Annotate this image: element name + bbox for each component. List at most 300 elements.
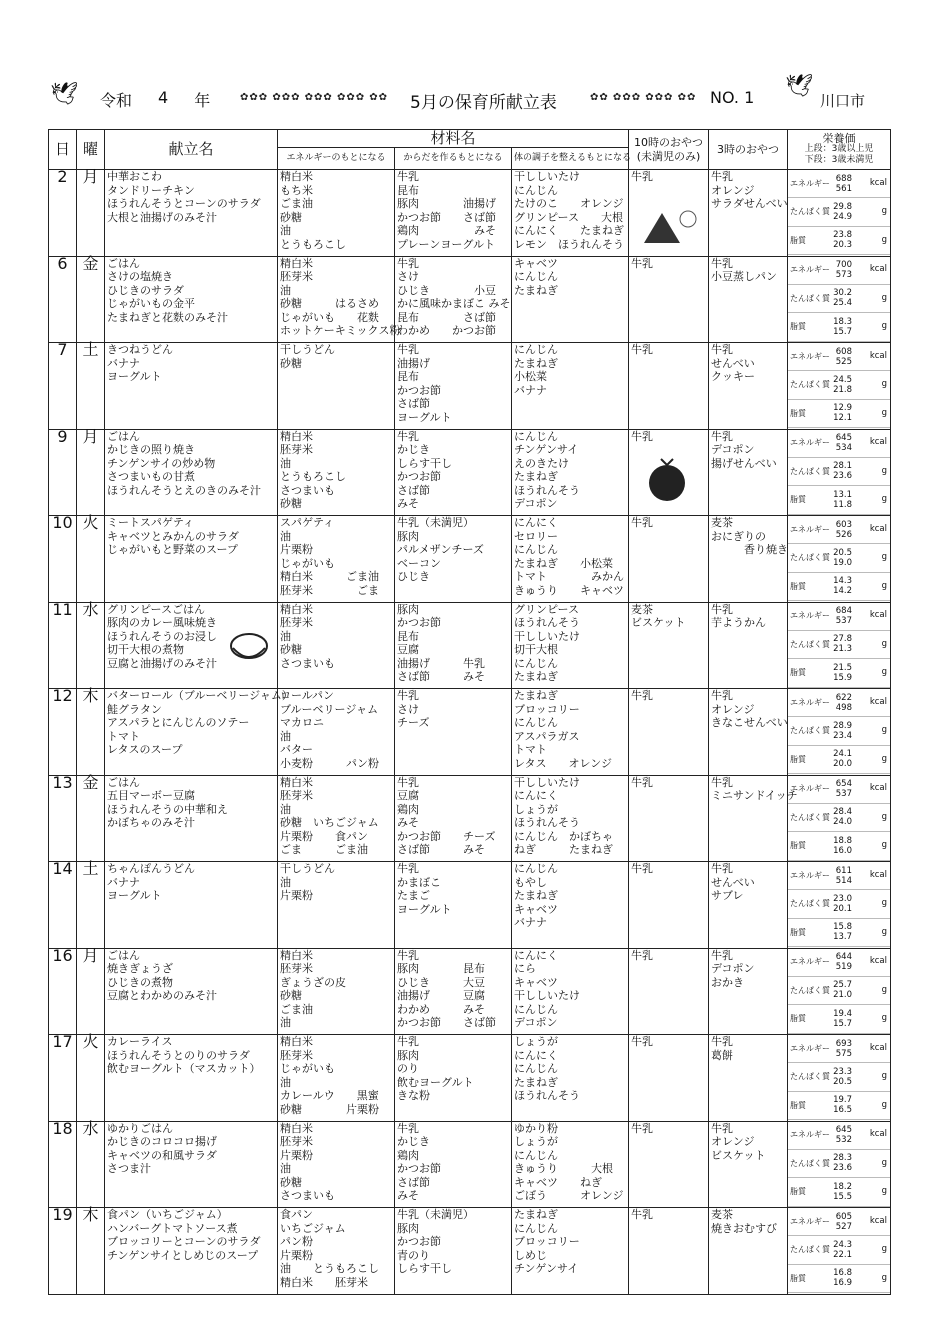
body-item: さば節 みそ <box>397 670 485 684</box>
energy-item: 油 <box>280 224 291 238</box>
value-lower: 13.7 <box>833 932 852 943</box>
energy-item: ホットケーキミックス粉 <box>280 324 401 338</box>
energy-item: 油 <box>280 875 291 889</box>
s3-item: デコポン <box>711 962 755 976</box>
nutrition-cell <box>788 256 891 343</box>
body-item: しらす干し <box>397 1262 452 1276</box>
nutrition-cell <box>788 1035 891 1122</box>
value-upper: 654 <box>835 779 852 790</box>
body-item: 牛乳（未満児） <box>397 516 474 529</box>
protein-label: たんぱく質 <box>788 631 830 659</box>
cond-item: たまねぎ <box>514 356 558 370</box>
cond-item: にんじん かぼちゃ <box>514 829 613 843</box>
value-upper: 645 <box>835 1125 852 1136</box>
energy-cell <box>278 516 395 603</box>
energy-item: 砂糖 <box>280 497 302 511</box>
value-upper: 611 <box>835 865 852 876</box>
day-cell: 12 <box>49 689 77 776</box>
dish-cell <box>105 862 278 949</box>
col-day: 日 <box>49 130 77 170</box>
unit-label: kcal <box>869 264 887 275</box>
nutrition-cell <box>788 429 891 516</box>
fat-label: 脂質 <box>788 919 830 947</box>
dishes-item: トマト <box>107 729 140 743</box>
energy-item: 片栗粉 <box>280 1248 313 1262</box>
body-item: チーズ <box>397 716 430 730</box>
day-cell: 13 <box>49 775 77 862</box>
dishes-item: かじきのコロコロ揚げ <box>107 1135 217 1149</box>
weekday-cell: 土 <box>77 862 105 949</box>
dish-cell <box>105 516 278 603</box>
body-item: 牛乳（未満児） <box>397 1208 474 1221</box>
energy-values <box>830 603 890 631</box>
energy-item: ごま油 <box>280 1002 313 1016</box>
s3-item: せんべい <box>711 875 755 889</box>
value-upper: 24.3 <box>833 1239 852 1250</box>
protein-values <box>830 977 890 1005</box>
unit-label: g <box>881 494 887 505</box>
value-lower: 21.8 <box>833 384 852 395</box>
unit-label: g <box>881 321 887 332</box>
s10-item: 麦茶 <box>631 602 653 616</box>
fat-label: 脂質 <box>788 1178 830 1206</box>
snack10-cell <box>629 862 709 949</box>
dishes-item: 食パン（いちごジャム） <box>107 1208 228 1221</box>
protein-label: たんぱく質 <box>788 977 830 1005</box>
snack3-cell <box>709 429 788 516</box>
col-energy: エネルギーのもとになる <box>278 148 395 170</box>
s3-item: 麦茶 <box>711 1208 733 1221</box>
year-value: 4 <box>158 88 169 107</box>
dishes-item: ひじきのサラダ <box>107 283 184 297</box>
condition-cell <box>512 170 629 257</box>
energy-item: 胚芽米 <box>280 1135 313 1149</box>
unit-label: g <box>881 552 887 563</box>
s3-item: 香り焼き <box>711 543 788 557</box>
value-lower: 532 <box>835 1135 852 1146</box>
body-item: 昆布 <box>397 629 419 643</box>
energy-item: 片栗粉 <box>280 889 313 903</box>
value-upper: 25.7 <box>833 980 852 991</box>
body-item: 青のり <box>397 1248 430 1262</box>
value-lower: 21.0 <box>833 990 852 1001</box>
cond-item: セロリー <box>514 529 558 543</box>
nutrition-cell <box>788 1208 891 1295</box>
dishes-item: ひじきの煮物 <box>107 975 173 989</box>
value-lower: 514 <box>835 875 852 886</box>
dishes-item: じゃがいもと野菜のスープ <box>107 543 238 557</box>
weekday-cell: 木 <box>77 1208 105 1295</box>
unit-label: kcal <box>869 177 887 188</box>
value-upper: 18.3 <box>833 316 852 327</box>
cond-item: デコポン <box>514 1016 558 1030</box>
dishes-item: 五目マーボー豆腐 <box>107 789 195 803</box>
value-lower: 24.0 <box>833 817 852 828</box>
dishes-item: さけの塩焼き <box>107 270 173 284</box>
cond-item: キャベツ ねぎ <box>514 1175 602 1189</box>
dishes-item: 切干大根の煮物 <box>107 643 184 657</box>
unit-label: g <box>881 1244 887 1255</box>
col-body: からだを作るもとになる <box>395 148 512 170</box>
energy-values <box>830 516 890 544</box>
cond-item: たまねぎ <box>514 689 558 702</box>
dishes-item: かじきの照り焼き <box>107 443 195 457</box>
s10-item: 牛乳 <box>631 256 653 270</box>
dishes-item: ほうれんそうとコーンのサラダ <box>107 197 261 211</box>
condition-cell <box>512 862 629 949</box>
nutrition-grid <box>788 949 890 1034</box>
menu-row <box>49 343 891 430</box>
value-lower: 14.2 <box>833 586 852 597</box>
fat-values <box>830 400 890 428</box>
weekday-cell: 火 <box>77 516 105 603</box>
day-cell: 6 <box>49 256 77 343</box>
s3-item: オレンジ <box>711 1135 755 1149</box>
condition-cell <box>512 1121 629 1208</box>
body-item: パルメザンチーズ <box>397 543 484 557</box>
snack3-cell <box>709 516 788 603</box>
cond-item: トマト みかん <box>514 570 624 584</box>
energy-label: エネルギー <box>788 343 830 371</box>
unit-label: g <box>881 1272 887 1283</box>
energy-item: 油 <box>280 802 291 816</box>
col-snack3: 3時のおやつ <box>709 130 788 170</box>
body-item: 昆布 <box>397 183 419 197</box>
cond-item: デコポン <box>514 497 558 511</box>
body-item: さば節 <box>397 1175 430 1189</box>
cond-item: たまねぎ <box>514 670 558 684</box>
weekday-cell: 水 <box>77 602 105 689</box>
energy-item: 胚芽米 <box>280 270 313 284</box>
fat-values <box>830 1178 890 1206</box>
s3-item: 牛乳 <box>711 775 733 789</box>
snack3-cell <box>709 170 788 257</box>
s10-item: 牛乳 <box>631 170 653 183</box>
value-lower: 575 <box>835 1048 852 1059</box>
value-upper: 605 <box>835 1211 852 1222</box>
energy-values <box>830 949 890 977</box>
snack10-cell <box>629 602 709 689</box>
value-lower: 15.5 <box>833 1191 852 1202</box>
cond-item: にんじん <box>514 656 558 670</box>
nutrition-grid <box>788 1208 890 1293</box>
fat-label: 脂質 <box>788 313 830 341</box>
s10-item: 牛乳 <box>631 429 653 443</box>
fat-label: 脂質 <box>788 400 830 428</box>
energy-values <box>830 343 890 371</box>
energy-values <box>830 1122 890 1150</box>
dekopon-icon <box>645 455 689 503</box>
value-upper: 700 <box>835 260 852 271</box>
body-cell <box>395 516 512 603</box>
cond-item: たまねぎ <box>514 470 558 484</box>
energy-item: 砂糖 <box>280 356 302 370</box>
fat-values <box>830 746 890 774</box>
value-lower: 561 <box>835 183 852 194</box>
fat-values <box>830 832 890 860</box>
nutrition-cell <box>788 516 891 603</box>
energy-label: エネルギー <box>788 603 830 631</box>
day-cell: 16 <box>49 948 77 1035</box>
value-upper: 16.8 <box>833 1268 852 1279</box>
body-cell <box>395 948 512 1035</box>
snack10-cell <box>629 1121 709 1208</box>
cond-item: ほうれんそう <box>514 616 580 630</box>
cond-item: にんじん <box>514 183 558 197</box>
energy-item: もち米 <box>280 183 313 197</box>
unit-label: kcal <box>869 956 887 967</box>
energy-values <box>830 1035 890 1063</box>
day-cell: 10 <box>49 516 77 603</box>
nutrition-grid <box>788 1035 890 1120</box>
s3-item: せんべい <box>711 356 755 370</box>
energy-item: 油 <box>280 456 291 470</box>
value-lower: 15.9 <box>833 672 852 683</box>
dishes-item: ブロッコリーとコーンのサラダ <box>107 1235 261 1249</box>
dish-cell <box>105 343 278 430</box>
condition-cell <box>512 516 629 603</box>
unit-label: g <box>881 234 887 245</box>
body-cell <box>395 429 512 516</box>
menu-row <box>49 1035 891 1122</box>
value-lower: 15.7 <box>833 1018 852 1029</box>
dishes-item: ちゃんぽんうどん <box>107 862 195 875</box>
dishes-item: キャベツの和風サラダ <box>107 1148 217 1162</box>
energy-item: バター <box>280 743 313 757</box>
value-lower: 537 <box>835 789 852 800</box>
body-item: さけ <box>397 702 419 716</box>
energy-item: ブルーベリージャム <box>280 702 379 716</box>
value-upper: 608 <box>835 346 852 357</box>
body-item: ヨーグルト <box>397 902 452 916</box>
snack3-cell <box>709 602 788 689</box>
cond-item: にんじん <box>514 543 558 557</box>
value-upper: 21.5 <box>833 662 852 673</box>
value-lower: 11.8 <box>833 499 852 510</box>
condition-cell <box>512 948 629 1035</box>
cond-item: ほうれんそう <box>514 816 580 830</box>
menu-row <box>49 516 891 603</box>
energy-item: さつまいも <box>280 483 335 497</box>
s3-item: オレンジ <box>711 183 755 197</box>
body-item: さば節 みそ <box>397 843 485 857</box>
protein-label: たんぱく質 <box>788 804 830 832</box>
s3-item: 葛餅 <box>711 1048 733 1062</box>
energy-item: カレールウ 黒蜜 <box>280 1089 379 1103</box>
body-item: 豚肉 油揚げ <box>397 197 496 211</box>
dishes-item: さつま汁 <box>107 1162 151 1176</box>
value-upper: 28.9 <box>833 720 852 731</box>
flower-border-icon: ✿✿ ✿✿✿ ✿✿✿ ✿✿ <box>590 92 697 103</box>
cond-item: キャベツ <box>514 975 558 989</box>
unit-label: g <box>881 1071 887 1082</box>
value-upper: 688 <box>835 173 852 184</box>
cond-item: チンゲンサイ <box>514 1262 579 1276</box>
body-cell <box>395 343 512 430</box>
nutrition-grid <box>788 516 890 601</box>
value-lower: 20.3 <box>833 240 852 251</box>
body-item: ひじき 小豆 <box>397 283 496 297</box>
body-item: 鶏肉 <box>397 1148 419 1162</box>
cond-item: たまねぎ <box>514 1208 558 1221</box>
s3-item: クッキー <box>711 370 755 384</box>
body-item: さば節 <box>397 397 430 411</box>
energy-item: 片栗粉 <box>280 543 313 557</box>
unit-label: g <box>881 580 887 591</box>
value-upper: 14.3 <box>833 576 852 587</box>
value-lower: 15.7 <box>833 326 852 337</box>
snack10-cell <box>629 948 709 1035</box>
unit-label: kcal <box>869 523 887 534</box>
energy-values <box>830 862 890 890</box>
value-upper: 28.4 <box>833 807 852 818</box>
unit-label: g <box>881 898 887 909</box>
body-item: ヨーグルト <box>397 410 452 424</box>
body-item: かつお節 <box>397 1235 441 1249</box>
condition-cell <box>512 256 629 343</box>
body-cell <box>395 1208 512 1295</box>
energy-item: 干しうどん <box>280 862 335 875</box>
day-cell: 18 <box>49 1121 77 1208</box>
energy-item: マカロニ <box>280 716 324 730</box>
body-item: さば節 <box>397 483 430 497</box>
unit-label: g <box>881 379 887 390</box>
dishes-item: さつまいもの甘煮 <box>107 470 195 484</box>
snack3-cell <box>709 343 788 430</box>
unit-label: g <box>881 1186 887 1197</box>
cond-item: にんにく <box>514 1048 558 1062</box>
value-upper: 23.8 <box>833 230 852 241</box>
fat-label: 脂質 <box>788 1005 830 1033</box>
unit-label: g <box>881 638 887 649</box>
value-upper: 603 <box>835 519 852 530</box>
body-item: わかめ みそ <box>397 1002 485 1016</box>
energy-item: 砂糖 <box>280 210 302 224</box>
body-item: プレーンヨーグルト <box>397 237 496 251</box>
snack10-cell <box>629 689 709 776</box>
value-upper: 693 <box>835 1038 852 1049</box>
cond-item: グリンピース 大根 <box>514 210 624 224</box>
s3-item: 麦茶 <box>711 516 733 529</box>
energy-cell <box>278 1035 395 1122</box>
unit-label: g <box>881 984 887 995</box>
value-upper: 622 <box>835 692 852 703</box>
s3-item: 牛乳 <box>711 602 733 616</box>
condition-cell <box>512 775 629 862</box>
energy-item: 砂糖 <box>280 989 302 1003</box>
day-cell: 19 <box>49 1208 77 1295</box>
value-upper: 19.4 <box>833 1008 852 1019</box>
body-item: みそ <box>397 1189 419 1203</box>
body-item: みそ <box>397 816 419 830</box>
value-upper: 23.3 <box>833 1066 852 1077</box>
weekday-cell: 月 <box>77 170 105 257</box>
protein-values <box>830 371 890 399</box>
nutrition-cell <box>788 948 891 1035</box>
dishes-item: レタスのスープ <box>107 743 183 757</box>
unit-label: g <box>881 725 887 736</box>
unit-label: kcal <box>869 1129 887 1140</box>
menu-body <box>49 167 891 1295</box>
energy-label: エネルギー <box>788 776 830 804</box>
value-lower: 22.1 <box>833 1249 852 1260</box>
dishes-item: 鮭グラタン <box>107 702 162 716</box>
day-cell: 7 <box>49 343 77 430</box>
nutrition-grid <box>788 430 890 515</box>
dishes-item: 飲むヨーグルト（マスカット） <box>107 1062 261 1076</box>
dishes-item: ごはん <box>107 256 140 270</box>
value-upper: 28.3 <box>833 1153 852 1164</box>
value-upper: 24.1 <box>833 749 852 760</box>
value-lower: 525 <box>835 356 852 367</box>
s3-item: 牛乳 <box>711 862 733 875</box>
dishes-item: ほうれんそうの中華和え <box>107 802 228 816</box>
body-item: のり <box>397 1062 419 1076</box>
dishes-item: チンゲンサイの炒め物 <box>107 456 216 470</box>
snack3-cell <box>709 1121 788 1208</box>
cond-item: にんじん <box>514 862 558 875</box>
unit-label: kcal <box>869 783 887 794</box>
cond-item: にんじん <box>514 1148 558 1162</box>
value-lower: 20.5 <box>833 1076 852 1087</box>
body-item: かつお節 <box>397 383 441 397</box>
body-item: ひじき <box>397 570 430 584</box>
energy-item: 砂糖 いちごジャム <box>280 816 379 830</box>
nutrition-grid <box>788 776 890 861</box>
energy-cell <box>278 689 395 776</box>
cond-item: レタス オレンジ <box>514 756 613 770</box>
cond-item: ほうれんそう <box>514 1089 580 1103</box>
value-upper: 24.5 <box>833 374 852 385</box>
unit-label: g <box>881 840 887 851</box>
day-cell: 9 <box>49 429 77 516</box>
fat-values <box>830 1265 890 1293</box>
nutrition-grid <box>788 862 890 947</box>
energy-item: 油 <box>280 1016 291 1030</box>
cond-item: にんにく <box>514 516 558 529</box>
unit-label: g <box>881 667 887 678</box>
energy-item: 片栗粉 食パン <box>280 829 368 843</box>
s3-item: 牛乳 <box>711 689 733 702</box>
unit-label: g <box>881 926 887 937</box>
s3-item: 焼きおむすび <box>711 1221 777 1235</box>
value-lower: 21.3 <box>833 644 852 655</box>
city-name: 川口市 <box>820 92 866 110</box>
s3-item: 小豆蒸しパン <box>711 270 777 284</box>
energy-item: 胚芽米 ごま <box>280 583 379 597</box>
body-item: かに風味かまぼこ みそ <box>397 297 511 311</box>
cond-item: にんじん <box>514 716 558 730</box>
protein-label: たんぱく質 <box>788 1063 830 1091</box>
energy-item: 精白米 <box>280 1121 313 1135</box>
value-upper: 19.7 <box>833 1095 852 1106</box>
body-item: 牛乳 <box>397 1035 419 1048</box>
body-cell <box>395 170 512 257</box>
fat-values <box>830 573 890 601</box>
weekday-cell: 土 <box>77 343 105 430</box>
body-item: 豚肉 <box>397 602 419 616</box>
value-upper: 28.1 <box>833 461 852 472</box>
energy-item: 精白米 <box>280 948 313 962</box>
energy-item: 油 <box>280 283 291 297</box>
unit-label: g <box>881 1013 887 1024</box>
nutrition-cell <box>788 343 891 430</box>
weekday-cell: 火 <box>77 1035 105 1122</box>
fat-label: 脂質 <box>788 1265 830 1293</box>
value-lower: 526 <box>835 529 852 540</box>
era-year <box>100 88 210 111</box>
col-snack10: 10時のおやつ (未満児のみ) <box>629 130 709 170</box>
